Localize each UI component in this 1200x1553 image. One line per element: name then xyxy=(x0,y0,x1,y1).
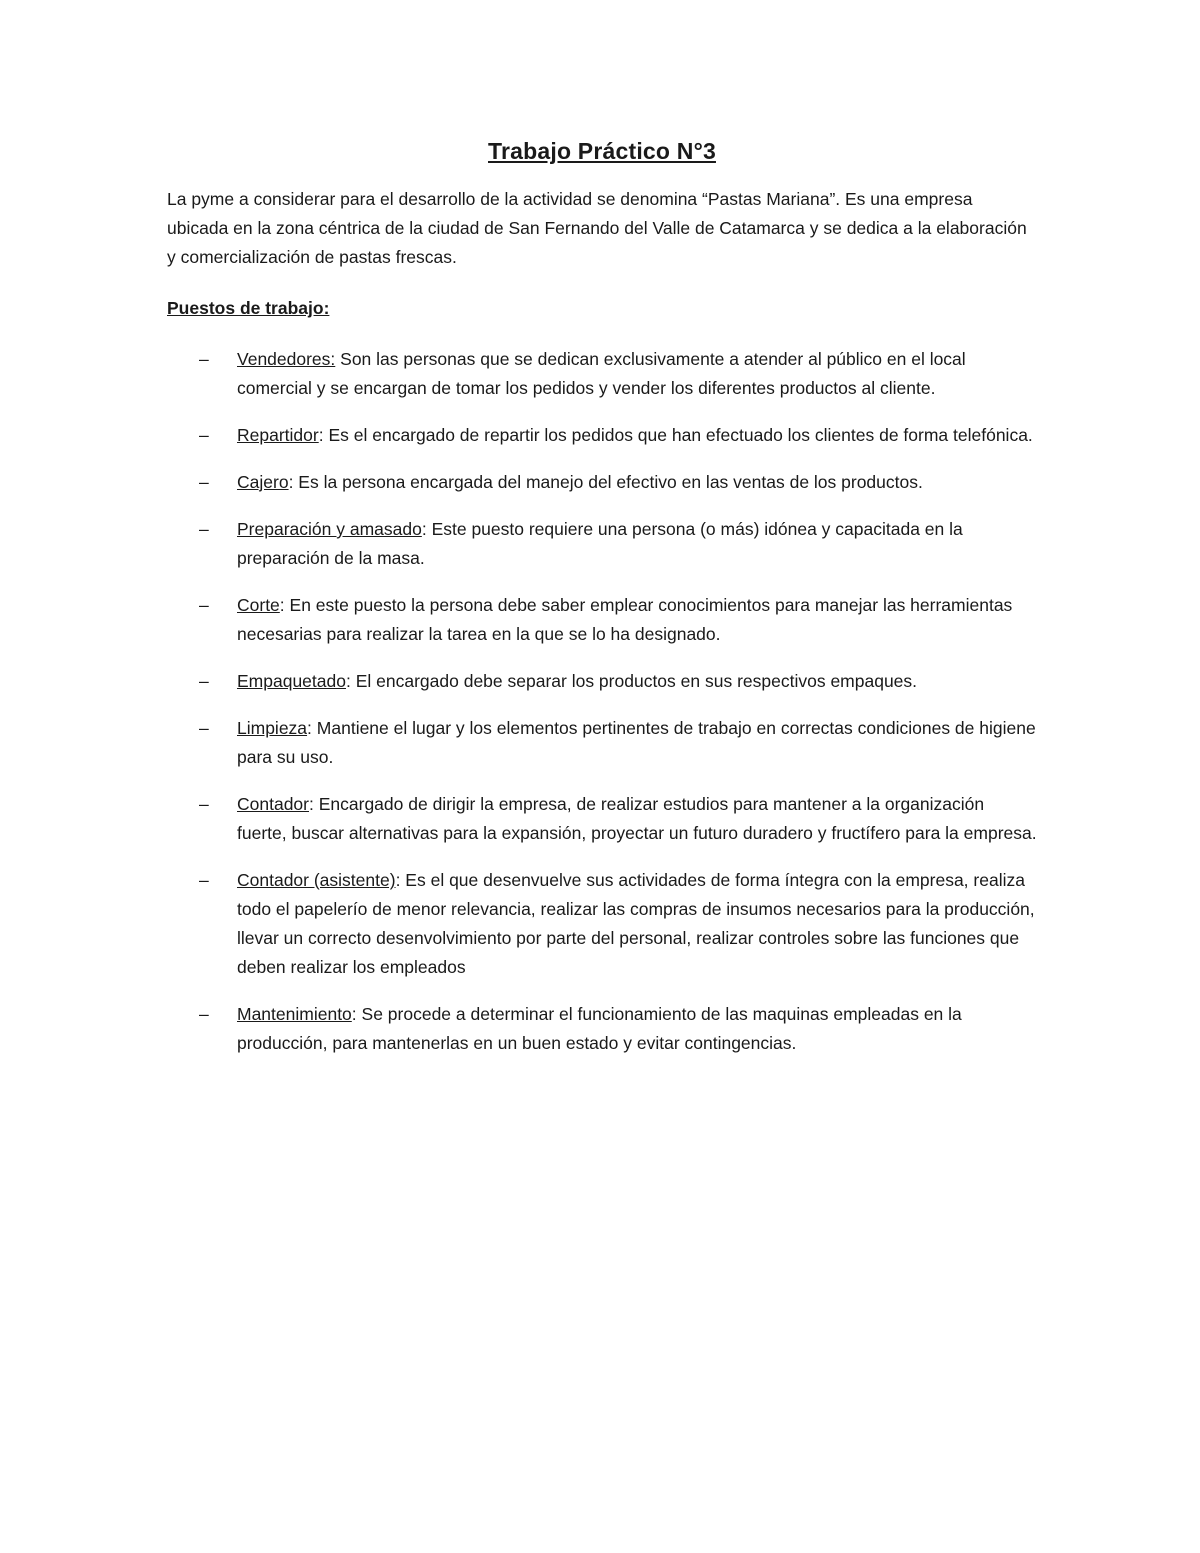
section-heading: Puestos de trabajo: xyxy=(167,298,330,318)
position-description: El encargado debe separar los productos en sus respectivos empaques. xyxy=(350,671,918,691)
list-item xyxy=(167,345,1037,403)
position-name: Mantenimiento xyxy=(237,1004,352,1024)
position-separator: : xyxy=(288,472,294,492)
position-description: Mantiene el lugar y los elementos pertinentes de trabajo en correctas condiciones de higiene para su uso. xyxy=(237,718,1036,767)
position-description: Es la persona encargada del manejo del efectivo en las ventas de los productos. xyxy=(293,472,923,492)
position-separator: : xyxy=(421,519,427,539)
position-name: Cajero xyxy=(237,472,289,492)
bullet-dash: – xyxy=(199,794,209,814)
document-title: Trabajo Práctico N°3 xyxy=(488,138,716,164)
bullet-dash: – xyxy=(199,519,209,539)
bullet-dash: – xyxy=(199,595,209,615)
bullet-dash: – xyxy=(199,472,209,492)
position-separator: : xyxy=(395,870,401,890)
position-separator: : xyxy=(351,1004,357,1024)
list-item xyxy=(167,421,1037,450)
bullet-dash: – xyxy=(199,349,209,369)
position-separator: : xyxy=(309,794,314,814)
list-item xyxy=(167,714,1037,772)
list-item xyxy=(167,591,1037,649)
position-separator: : xyxy=(307,718,312,738)
list-item xyxy=(167,866,1037,982)
position-name: Repartidor xyxy=(237,425,319,445)
bullet-dash: – xyxy=(199,870,209,890)
position-description: En este puesto la persona debe saber emplear conocimientos para manejar las herramientas necesarias para realizar la tarea en la que se lo ha designado. xyxy=(237,595,1013,644)
position-separator: : xyxy=(279,595,285,615)
position-separator: : xyxy=(318,425,324,445)
bullet-dash: – xyxy=(199,718,209,738)
intro-paragraph: La pyme a considerar para el desarrollo de la actividad se denomina “Pastas Mariana”. Es una empresa ubicada en la zona céntrica de la ciudad de San Fernando del Valle de Catamarca y se dedica a la elaboración y comercialización de pastas frescas. xyxy=(167,189,1027,267)
list-item xyxy=(167,667,1037,696)
position-description: Encargado de dirigir la empresa, de realizar estudios para mantener a la organización fuerte, buscar alternativas para la expansión, proyectar un futuro duradero y fructífero para la empresa. xyxy=(237,794,1037,843)
position-name: Empaquetado xyxy=(237,671,346,691)
position-separator: : xyxy=(345,671,351,691)
position-name: Contador xyxy=(237,794,309,814)
position-name: Preparación y amasado xyxy=(237,519,422,539)
document-content xyxy=(167,138,1037,1076)
position-description: Es el que desenvuelve sus actividades de forma íntegra con la empresa, realiza todo el papelerío de menor relevancia, realizar las compras de insumos necesarios para la producción, llevar un correcto desenvolvimiento por parte del personal, realizar controles sobre las funciones que deben realizar los empleados xyxy=(237,870,1035,977)
position-description: Son las personas que se dedican exclusivamente a atender al público en el local comercial y se encargan de tomar los pedidos y vender los diferentes productos al cliente. xyxy=(237,349,966,398)
position-name: Vendedores: xyxy=(237,349,336,369)
list-item xyxy=(167,515,1037,573)
bullet-dash: – xyxy=(199,671,209,691)
position-name: Contador (asistente) xyxy=(237,870,396,890)
position-name: Corte xyxy=(237,595,280,615)
list-item xyxy=(167,1000,1037,1058)
position-name: Limpieza xyxy=(237,718,308,738)
position-description: Se procede a determinar el funcionamiento de las maquinas empleadas en la producción, para mantenerlas en un buen estado y evitar contingencias. xyxy=(237,1004,962,1053)
bullet-dash: – xyxy=(199,425,209,445)
positions-list xyxy=(167,345,1037,1058)
list-item xyxy=(167,790,1037,848)
bullet-dash: – xyxy=(199,1004,209,1024)
position-description: Es el encargado de repartir los pedidos que han efectuado los clientes de forma telefónica. xyxy=(323,425,1033,445)
position-description: Este puesto requiere una persona (o más) idónea y capacitada en la preparación de la masa. xyxy=(237,519,963,568)
list-item xyxy=(167,468,1037,497)
